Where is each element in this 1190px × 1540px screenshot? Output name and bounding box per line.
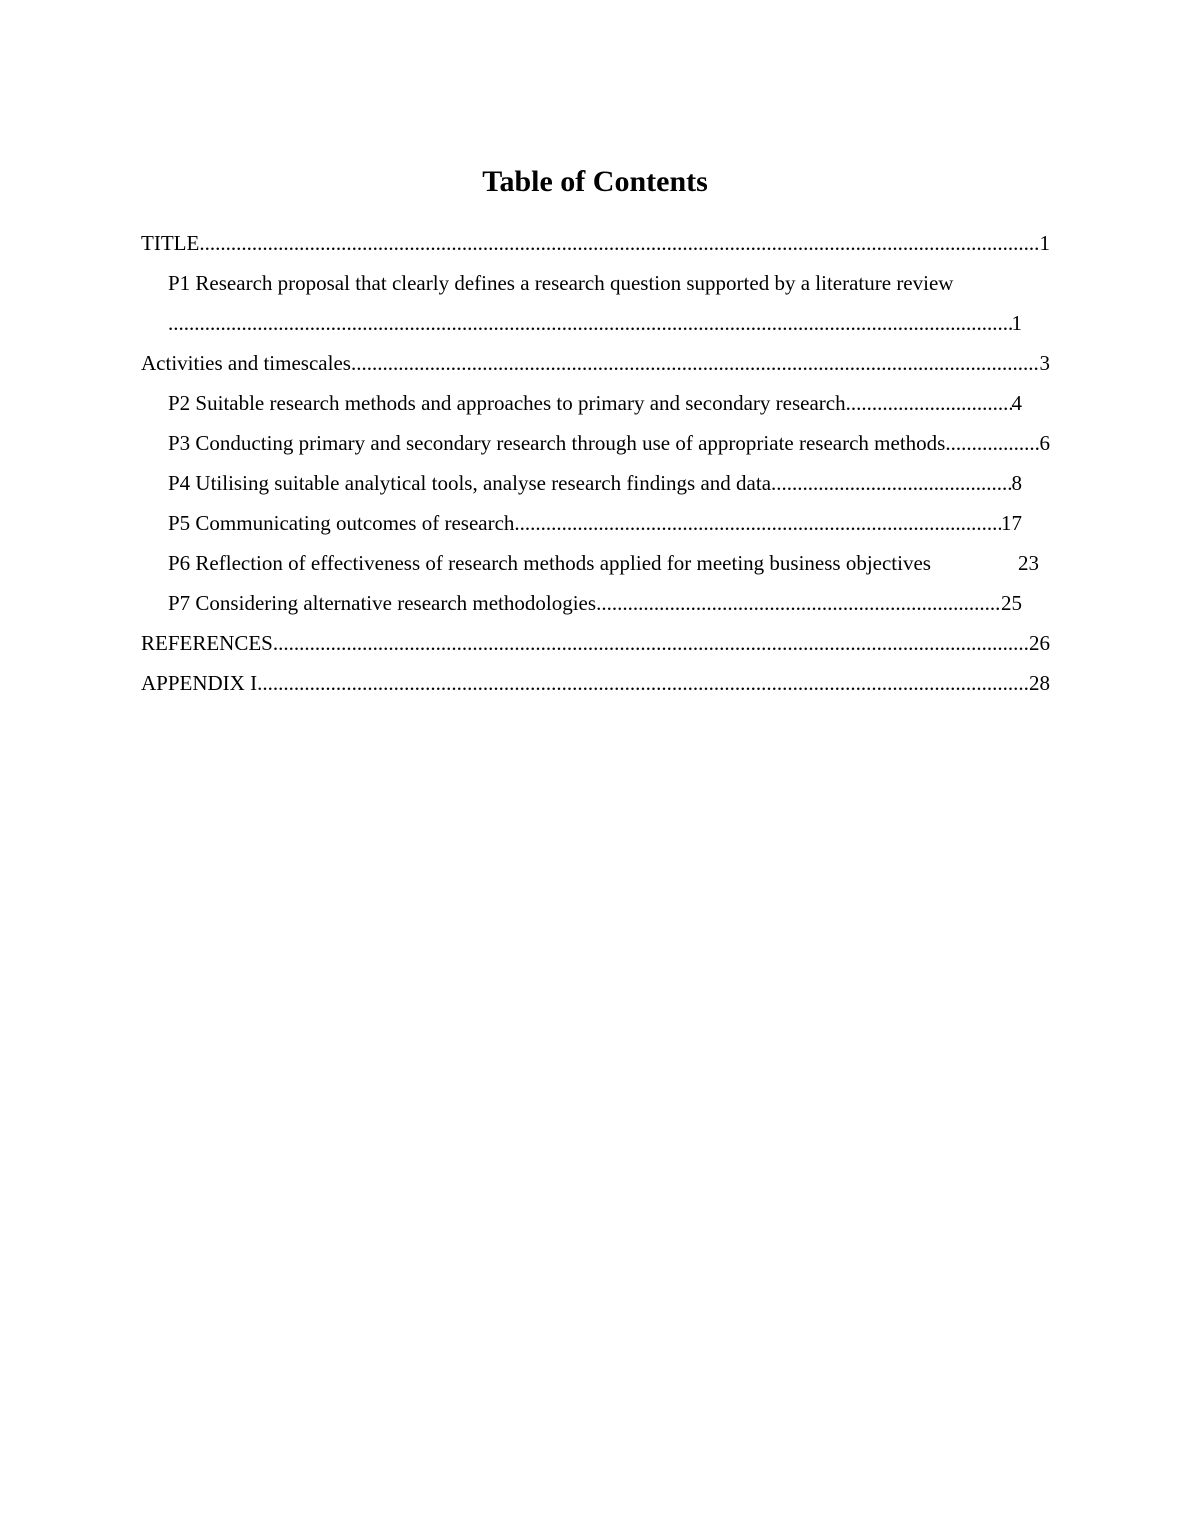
toc-entry-page: 6: [1039, 431, 1050, 455]
toc-entry-text: P1 Research proposal that clearly defines a research question supported by a literature review: [168, 271, 954, 295]
dot-leader: [846, 383, 1012, 423]
toc-entry-p2[interactable]: [168, 383, 1022, 423]
toc-entry-p6[interactable]: [168, 543, 1039, 583]
dot-leader: [199, 223, 1039, 263]
toc-entry-page: 1: [1039, 231, 1050, 255]
dot-leader: [273, 623, 1029, 663]
toc-entry-text: TITLE: [141, 231, 200, 255]
toc-title: Table of Contents: [482, 165, 708, 198]
dot-leader: [168, 303, 1012, 343]
dot-leader: [351, 343, 1040, 383]
toc-entry-text: P7 Considering alternative research methodologies: [168, 591, 597, 615]
toc-entry-text: APPENDIX I: [141, 671, 258, 695]
toc-entry-p3[interactable]: [168, 423, 1050, 463]
toc-entry-p7[interactable]: [168, 583, 1022, 623]
toc-entry-page: 4: [1011, 391, 1022, 415]
toc-entry-page: 23: [1018, 551, 1039, 575]
toc-entry-page: 26: [1029, 631, 1050, 655]
dot-leader: [945, 423, 1039, 463]
toc-entry-text: P3 Conducting primary and secondary research through use of appropriate research methods: [168, 431, 946, 455]
dot-leader: [257, 663, 1029, 703]
toc-entry-text: P4 Utilising suitable analytical tools, analyse research findings and data: [168, 471, 772, 495]
dot-leader: [771, 463, 1011, 503]
toc-entry-activities[interactable]: [141, 343, 1050, 383]
toc-entry-p4[interactable]: [168, 463, 1022, 503]
toc-entry-page: 3: [1039, 351, 1050, 375]
toc-entry-p1-leader-line[interactable]: [168, 303, 1022, 343]
toc-entry-text: P6 Reflection of effectiveness of research methods applied for meeting business objectives: [168, 551, 931, 575]
toc-entry-text: P2 Suitable research methods and approaches to primary and secondary research: [168, 391, 846, 415]
toc-entry-text: Activities and timescales: [141, 351, 351, 375]
dot-leader: [514, 503, 1001, 543]
toc-entry-page: 8: [1011, 471, 1022, 495]
toc-entry-text: REFERENCES: [141, 631, 273, 655]
toc-entry-page: 17: [1001, 511, 1022, 535]
toc-entry-p5[interactable]: [168, 503, 1022, 543]
toc-entry-title[interactable]: [141, 223, 1050, 263]
toc-entry-page: 25: [1001, 591, 1022, 615]
toc-entry-page: 28: [1029, 671, 1050, 695]
dot-leader: [596, 583, 1001, 623]
toc-entry-references[interactable]: [141, 623, 1050, 663]
toc-entry-page: 1: [1011, 311, 1022, 335]
toc-entry-text: P5 Communicating outcomes of research: [168, 511, 515, 535]
toc-entry-appendix[interactable]: [141, 663, 1050, 703]
toc-entry-p1[interactable]: [168, 263, 1050, 303]
